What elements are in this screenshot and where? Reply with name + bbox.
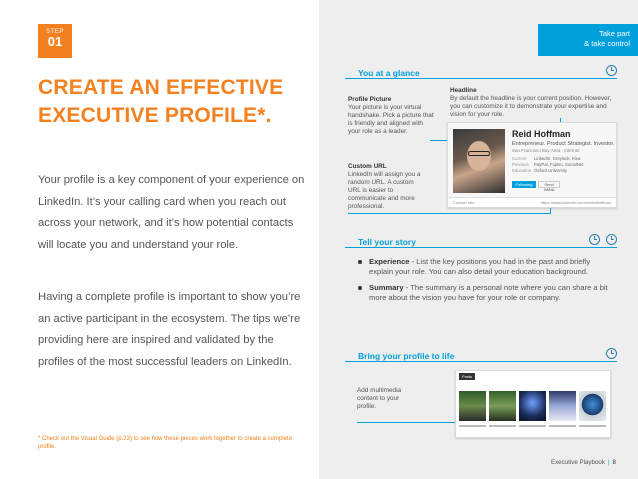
clock-icon	[606, 348, 617, 359]
footer-separator: |	[607, 459, 610, 466]
section-you-at-a-glance	[345, 63, 617, 79]
section-bring-profile-to-life	[345, 346, 617, 362]
media-thumbnail	[489, 391, 516, 421]
section-title-bring: Bring your profile to life	[358, 351, 455, 361]
media-thumbnail	[549, 391, 576, 421]
follow-button: Following	[512, 181, 536, 188]
intro-paragraph: Your profile is a key component of your experience on LinkedIn. It’s your calling card when you reach out across your network, and it’s how potential contacts will locate you and understand your role.	[38, 174, 305, 251]
take-part-tab	[538, 24, 638, 56]
profile-url-bar	[448, 197, 616, 207]
callout-line	[348, 213, 550, 214]
section-tell-your-story	[345, 232, 617, 248]
profile-row: Education Oxford University	[512, 168, 567, 173]
story-bullets	[358, 257, 616, 309]
profile-mockup	[447, 122, 617, 208]
contact-info-label: Contact Info	[453, 200, 475, 205]
annotation-title: Headline	[450, 87, 477, 94]
media-thumbnails	[459, 391, 606, 421]
step-badge	[38, 24, 72, 58]
callout-line	[357, 422, 461, 423]
annotation-title: Profile Picture	[348, 96, 392, 103]
send-inmail-button: Send InMail	[538, 181, 560, 188]
profile-url: https://www.linkedin.com/in/reidhoffman	[540, 200, 611, 205]
page-title	[38, 74, 308, 130]
annotation-title: Custom URL	[348, 163, 387, 170]
annotation-text: Your picture is your virtual handshake. Pick a picture that is friendly and aligned with your role as a leader.	[348, 104, 434, 135]
page-footer	[551, 459, 616, 466]
clock-icon	[606, 234, 617, 245]
media-thumbnail	[459, 391, 486, 421]
media-thumbnail	[519, 391, 546, 421]
section-title-glance: You at a glance	[358, 68, 420, 78]
profile-photo	[453, 129, 505, 193]
bullet-experience: Experience - List the key positions you had in the past and briefly explain your role. You can also detail your education background.	[358, 257, 616, 277]
annotation-text: LinkedIn will assign you a random URL. A custom URL is easier to communicate and more professional.	[348, 171, 421, 210]
profile-name: Reid Hoffman	[512, 129, 571, 139]
media-tag: Posts	[459, 373, 475, 380]
step-label: STEP	[46, 29, 64, 35]
annotation-profile-picture	[348, 96, 434, 136]
take-part-line-2: & take control	[584, 39, 630, 48]
footer-title: Executive Playbook	[550, 459, 605, 466]
annotation-custom-url	[348, 163, 428, 211]
annotation-multimedia	[357, 387, 419, 411]
profile-location: San Francisco Bay Area · Internet	[512, 148, 580, 153]
footnote: * Check out the Visual Guide (p.23) to see how these pieces work together to create a complete profile.	[38, 436, 293, 450]
profile-rows	[512, 156, 612, 174]
take-part-line-1: Take part	[599, 29, 630, 38]
section-title-story: Tell your story	[358, 237, 416, 247]
title-line-1: CREATE AN EFFECTIVE	[38, 76, 284, 99]
face-shape	[467, 141, 491, 171]
glasses-shape	[468, 151, 490, 156]
profile-row: Current LinkedIn, Greylock, Kiva	[512, 156, 581, 161]
annotation-headline	[450, 87, 616, 119]
bullet-summary: Summary - The summary is a personal note where you can share a bit more about the vision you have for your role or company.	[358, 283, 616, 303]
annotation-text: Add multimedia content to your profile.	[357, 387, 402, 410]
complete-profile-paragraph: Having a complete profile is important to show you’re an active participant in the ecosystem. The tips we’re providing here are inspired and validated by the profiles of the most successful leaders on LinkedIn.	[38, 291, 301, 368]
step-number: 01	[47, 34, 63, 49]
media-captions	[459, 425, 606, 427]
title-line-2: EXECUTIVE PROFILE*.	[38, 104, 272, 127]
profile-headline: Entrepreneur. Product Strategist. Investor.	[512, 141, 615, 147]
profile-row: Previous PayPal, Fujitsu, SocialNet	[512, 162, 584, 167]
clock-icon	[606, 65, 617, 76]
clock-icon	[589, 234, 600, 245]
annotation-text: By default the headline is your current position. However, you can customize it to demonstrate your expertise and vision for your role.	[450, 95, 612, 118]
page-number: 8	[612, 459, 616, 466]
multimedia-mockup	[455, 370, 611, 438]
media-thumbnail	[579, 391, 606, 421]
